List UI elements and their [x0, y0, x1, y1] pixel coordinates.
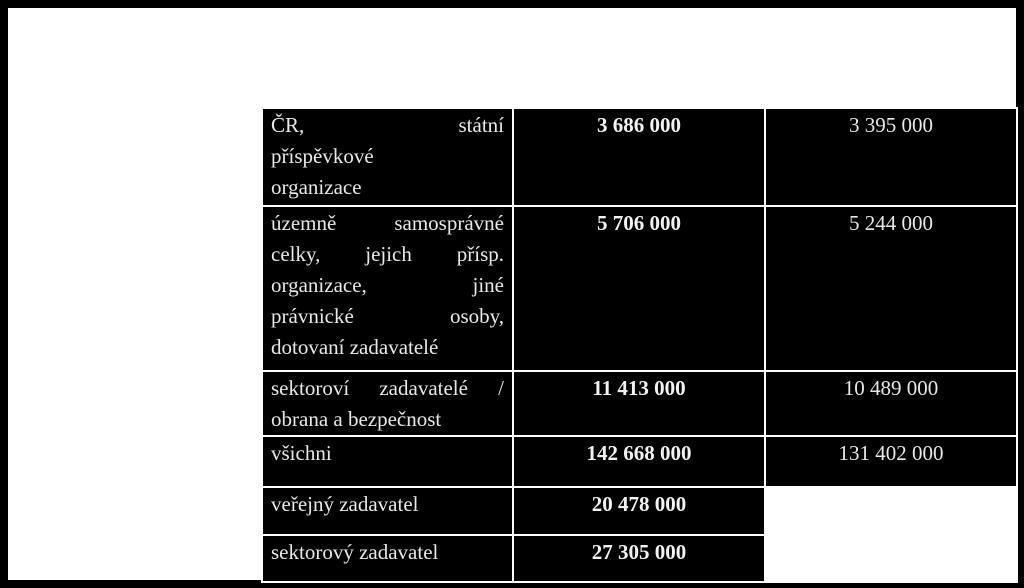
empty-cell: [765, 535, 1017, 582]
row-label: [262, 371, 513, 436]
value-cell-primary: 20 478 000: [513, 487, 765, 535]
label-word: jiné: [472, 273, 504, 297]
label-word: územně: [271, 211, 337, 235]
value-cell-secondary: 5 244 000: [765, 206, 1017, 371]
threshold-table: [261, 107, 1018, 583]
value-cell-secondary: 3 395 000: [765, 108, 1017, 206]
table-row: [262, 436, 1017, 487]
label-line: všichni: [271, 441, 332, 465]
label-word: státní: [458, 113, 504, 137]
table-row: [262, 206, 1017, 371]
label-line: [271, 373, 504, 404]
label-line: veřejný zadavatel: [271, 492, 419, 516]
label-line: organizace: [271, 175, 362, 199]
value-cell-primary: 142 668 000: [513, 436, 765, 487]
label-line: [271, 301, 504, 332]
value-cell-secondary: 131 402 000: [765, 436, 1017, 487]
label-line: příspěvkové: [271, 144, 374, 168]
empty-cell: [765, 487, 1017, 535]
table-row: [262, 371, 1017, 436]
label-word: osoby,: [449, 304, 504, 328]
value-cell-primary: 11 413 000: [513, 371, 765, 436]
row-label: [262, 206, 513, 371]
table-row: [262, 535, 1017, 582]
label-line: [271, 239, 504, 270]
label-word: /: [498, 376, 504, 400]
label-line: dotovaní zadavatelé: [271, 335, 439, 359]
value-cell-primary: 27 305 000: [513, 535, 765, 582]
table-row: [262, 108, 1017, 206]
value-cell-primary: 3 686 000: [513, 108, 765, 206]
row-label: [262, 487, 513, 535]
label-word: přísp.: [456, 242, 504, 266]
row-label: [262, 535, 513, 582]
label-word: organizace,: [271, 273, 367, 297]
value-cell-secondary: 10 489 000: [765, 371, 1017, 436]
label-word: samosprávné: [394, 211, 504, 235]
label-word: jejich: [365, 242, 412, 266]
label-word: celky,: [271, 242, 321, 266]
value-cell-primary: 5 706 000: [513, 206, 765, 371]
label-line: [271, 208, 504, 239]
label-line: [271, 110, 504, 141]
label-line: obrana a bezpečnost: [271, 407, 442, 431]
label-word: sektoroví: [271, 376, 350, 400]
table-row: [262, 487, 1017, 535]
label-word: právnické: [271, 304, 354, 328]
row-label: [262, 108, 513, 206]
label-word: ČR,: [271, 113, 305, 137]
label-line: sektorový zadavatel: [271, 540, 439, 564]
label-line: [271, 270, 504, 301]
label-word: zadavatelé: [379, 376, 468, 400]
row-label: [262, 436, 513, 487]
